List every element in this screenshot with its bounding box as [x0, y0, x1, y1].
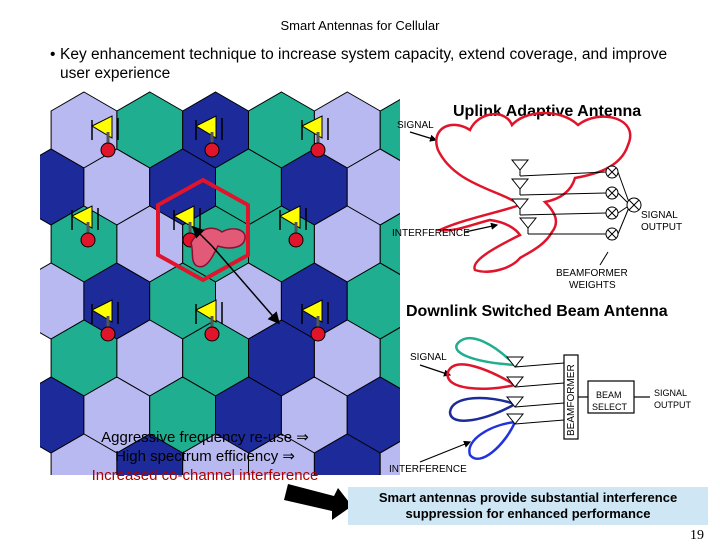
reuse-caption — [60, 428, 350, 485]
summary-line-1: Smart antennas provide substantial interference — [378, 490, 678, 505]
summary-text — [348, 490, 708, 522]
summary-line-2: suppression for enhanced performance — [405, 506, 651, 521]
slide-title: Smart Antennas for Cellular — [280, 18, 440, 33]
bullet-text: Key enhancement technique to increase system capacity, extend coverage, and improve user experience — [60, 46, 668, 82]
downlink-heading: Downlink Switched Beam Antenna — [406, 303, 668, 320]
uplink-interference-label: INTERFERENCE — [392, 228, 470, 239]
beam-navy — [450, 398, 515, 421]
uplink-weights-label-2: WEIGHTS — [569, 280, 616, 291]
uplink-beam-pattern — [436, 113, 630, 272]
implies-icon: ⇒ — [296, 429, 309, 446]
uplink-heading: Uplink Adaptive Antenna — [453, 103, 642, 120]
downlink-output-label-2: OUTPUT — [654, 400, 691, 410]
caption-line-3: Increased co-channel interference — [91, 467, 319, 484]
downlink-switched-beams — [448, 338, 515, 459]
bullet-marker: • — [50, 46, 56, 63]
caption-line-1: Aggressive frequency re-use — [101, 429, 293, 446]
uplink-signal-label: SIGNAL — [397, 120, 434, 131]
downlink-interference-label: INTERFERENCE — [389, 464, 467, 475]
uplink-output-label-1: SIGNAL — [641, 210, 678, 221]
implies-icon: ⇒ — [282, 448, 295, 465]
hex-cell — [413, 263, 479, 339]
downlink-signal-arrow — [420, 365, 450, 375]
downlink-signal-label: SIGNAL — [410, 352, 447, 363]
downlink-antenna-array — [507, 357, 564, 424]
uplink-signal-arrow — [410, 132, 436, 140]
beam-select-label-1: BEAM — [596, 390, 622, 400]
beam-select-label-2: SELECT — [592, 402, 628, 412]
caption-line-2: High spectrum efficiency — [115, 448, 279, 465]
page-number: 19 — [690, 528, 704, 543]
beam-red — [448, 364, 515, 388]
summary-arrow — [284, 484, 352, 520]
beamformer-label: BEAMFORMER — [566, 364, 577, 436]
downlink-output-label-1: SIGNAL — [654, 388, 688, 398]
uplink-weights-label-1: BEAMFORMER — [556, 268, 628, 279]
downlink-interference-arrow — [420, 442, 470, 462]
beam-blue — [469, 422, 515, 459]
uplink-output-label-2: OUTPUT — [641, 222, 683, 233]
weights-pointer — [600, 252, 608, 265]
beam-teal — [456, 338, 515, 365]
uplink-antenna-array — [512, 160, 641, 240]
